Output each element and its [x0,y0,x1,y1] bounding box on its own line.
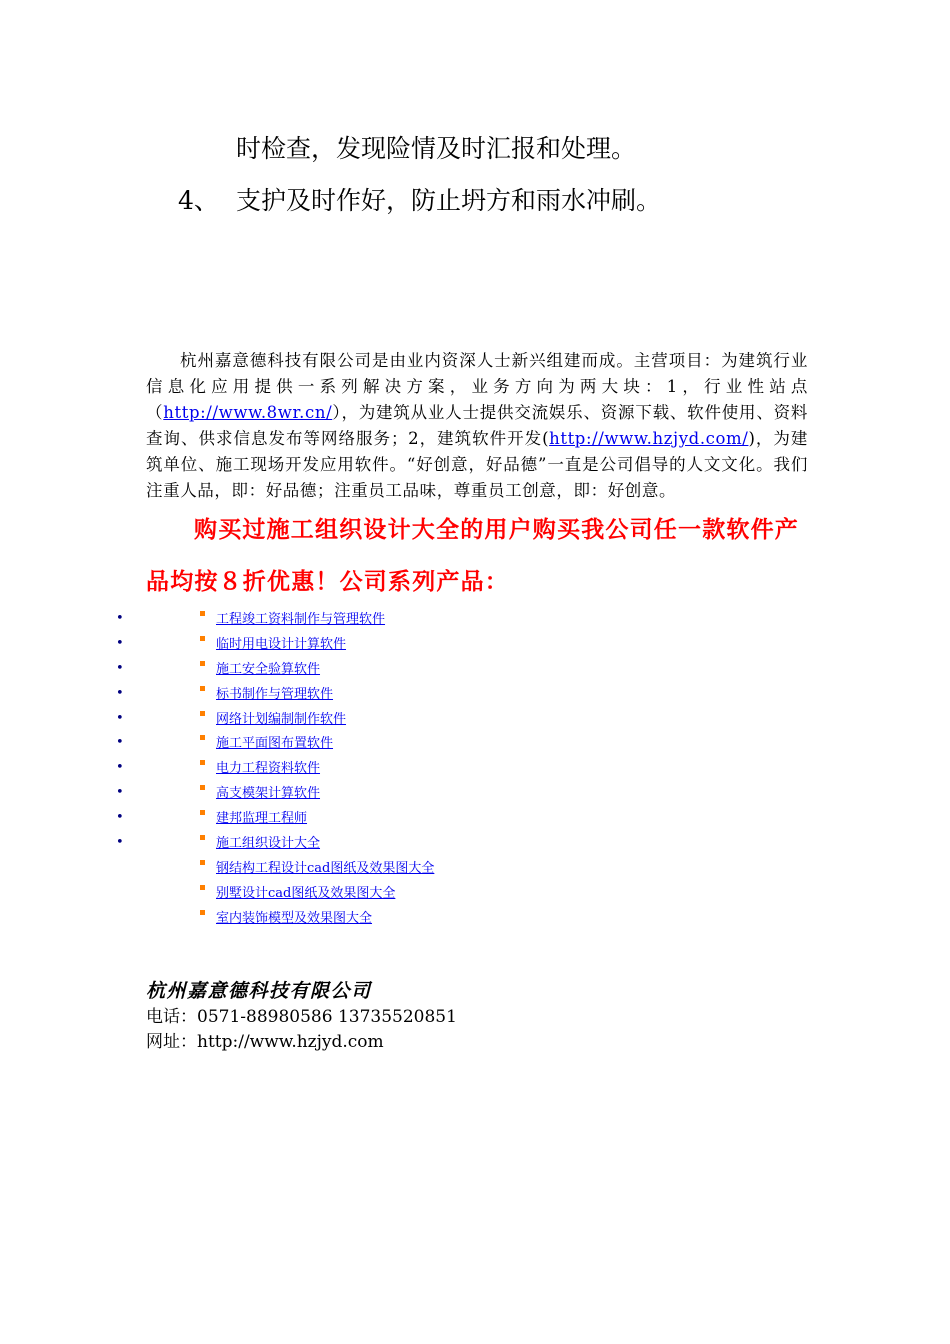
product-link[interactable]: 室内装饰模型及效果图大全 [216,910,373,926]
list-item [0,732,950,757]
bullet-dot-icon: • [116,810,124,826]
square-bullet-icon [200,661,205,666]
square-bullet-icon [200,810,205,815]
product-link[interactable]: 施工平面图布置软件 [216,736,334,752]
bullet-dot-icon: • [116,660,124,676]
bullet-dot-icon: • [116,710,124,726]
list-item [0,832,950,857]
square-bullet-icon [200,711,205,716]
body-line-1: 时检查，发现险情及时汇报和处理。 [236,134,637,163]
footer-website: 网址：http://www.hzjyd.com [146,1032,384,1052]
list-item [0,608,950,633]
product-list [0,608,950,932]
list-item [0,857,950,882]
square-bullet-icon [200,885,205,890]
product-link[interactable]: 高支模架计算软件 [216,786,321,802]
list-item [0,807,950,832]
list-item-number: 4、 [178,186,219,215]
list-item [0,708,950,733]
bullet-dot-icon: • [116,635,124,651]
intro-text-3: )，为建筑单位、施工现场开发应用软件。“好创意，好品德”一直是公司倡导的人文文化。我们注重人品，即：好品德；注重员工品味，尊重员工创意，即：好创意。 [146,429,808,500]
square-bullet-icon [200,611,205,616]
product-link[interactable]: 建邦监理工程师 [216,811,308,827]
site-link-8wr[interactable]: http://www.8wr.cn/ [163,403,333,422]
product-link[interactable]: 网络计划编制制作软件 [216,711,347,727]
bullet-dot-icon: • [116,835,124,851]
square-bullet-icon [200,910,205,915]
list-item-text: 支护及时作好，防止坍方和雨水冲刷。 [236,186,662,215]
square-bullet-icon [200,636,205,641]
promo-notice: 购买过施工组织设计大全的用户购买我公司任一款软件产品均按８折优惠！公司系列产品： [146,517,799,595]
list-item [0,683,950,708]
intro-text-1: 杭州嘉意德科技有限公司是由业内资深人士新兴组建而成。主营项目：为建筑行业信息化应用提供一系列解决方案，业务方向为两大块：1，行业性站点（ [146,351,808,422]
product-link[interactable]: 电力工程资料软件 [216,761,321,777]
square-bullet-icon [200,735,205,740]
list-item [0,907,950,932]
footer-phone: 电话：0571-88980586 13735520851 [146,1007,457,1027]
product-link[interactable]: 临时用电设计计算软件 [216,636,347,652]
square-bullet-icon [200,760,205,765]
list-item [0,882,950,907]
square-bullet-icon [200,785,205,790]
bullet-dot-icon: • [116,760,124,776]
square-bullet-icon [200,860,205,865]
bullet-dot-icon: • [116,685,124,701]
list-item [0,757,950,782]
intro-text-2: ），为建筑从业人士提供交流娱乐、资源下载、软件使用、资料查询、供求信息发布等网络服务；2，建筑软件开发( [146,403,808,448]
company-intro-paragraph [146,348,808,504]
square-bullet-icon [200,835,205,840]
square-bullet-icon [200,686,205,691]
product-link[interactable]: 施工安全验算软件 [216,661,321,677]
site-link-hzjyd[interactable]: http://www.hzjyd.com/ [549,429,749,448]
product-link[interactable]: 标书制作与管理软件 [216,686,334,702]
bullet-dot-icon: • [116,735,124,751]
product-link[interactable]: 施工组织设计大全 [216,836,321,852]
product-link[interactable]: 别墅设计cad图纸及效果图大全 [216,885,396,901]
bullet-dot-icon: • [116,611,124,626]
footer-company-name: 杭州嘉意德科技有限公司 [146,980,372,1002]
list-item [0,658,950,683]
list-item [0,782,950,807]
product-link[interactable]: 钢结构工程设计cad图纸及效果图大全 [216,860,435,876]
bullet-dot-icon: • [116,785,124,801]
list-item [0,633,950,658]
product-link[interactable]: 工程竣工资料制作与管理软件 [216,612,386,627]
